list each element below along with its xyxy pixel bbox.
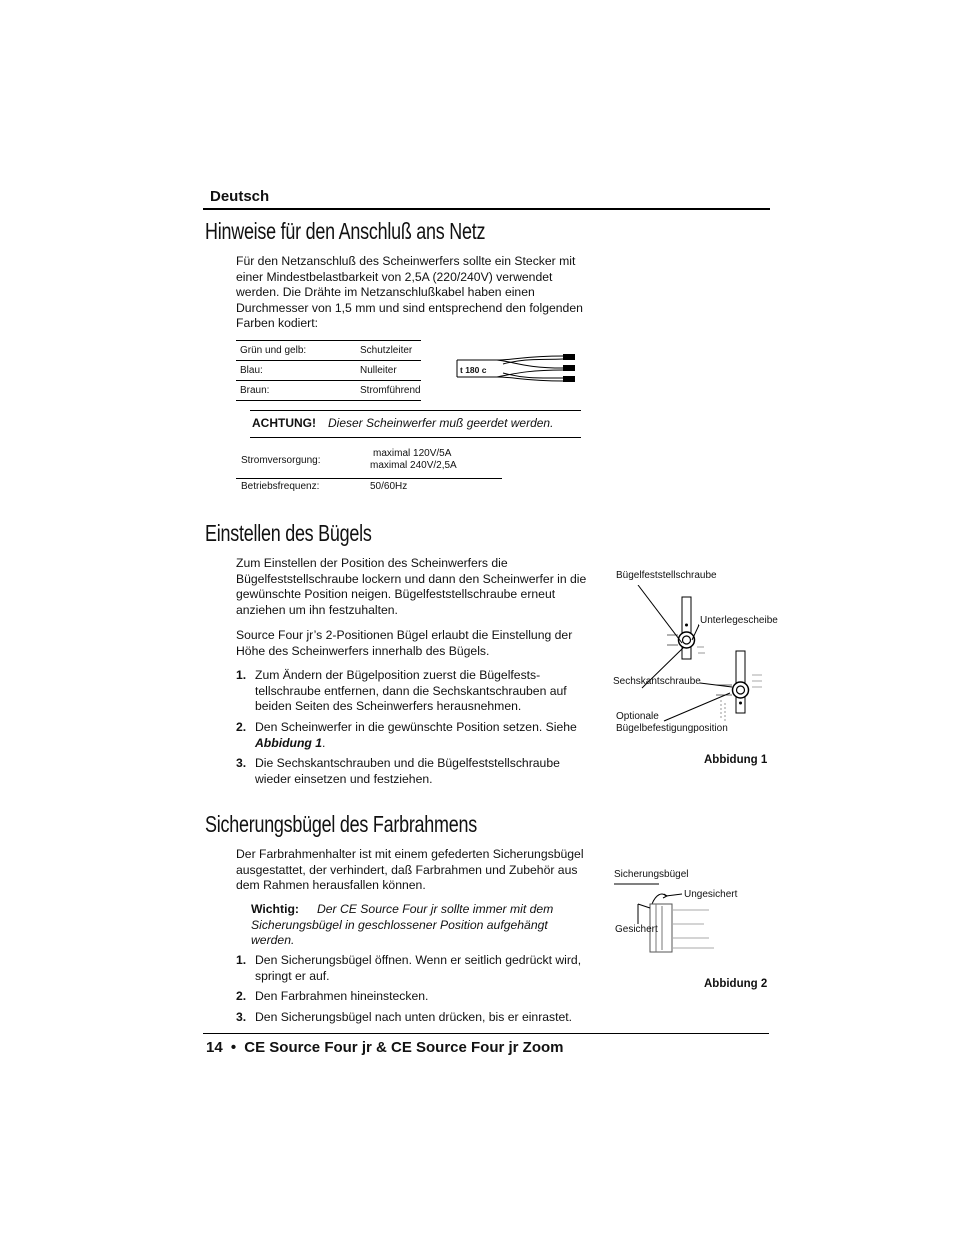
- product-title: CE Source Four jr & CE Source Four jr Zoom: [244, 1039, 564, 1056]
- list-item: [236, 720, 606, 752]
- frequency-label: Betriebsfrequenz:: [241, 481, 320, 492]
- text-line: Höhe des Scheinwerfers innerhalb des Bügels.: [236, 643, 490, 658]
- cable-label: t 180 c: [460, 365, 487, 375]
- text-line: Den Sicherungsbügel öffnen. Wenn er seitlich gedrückt wird,: [255, 953, 582, 967]
- text-line: Bügelfeststellschraube lockern und dann den Scheinwerfer in die: [236, 571, 587, 586]
- step-number: 1.: [236, 953, 247, 967]
- power-paragraph: [236, 254, 606, 332]
- power-value-240: maximal 240V/2,5A: [370, 460, 457, 471]
- frequency-value: 50/60Hz: [370, 481, 408, 492]
- step-number: 2.: [236, 720, 247, 734]
- yoke-paragraph-2: [236, 628, 606, 659]
- warning-label: ACHTUNG!: [252, 416, 316, 430]
- text-line: dem Rahmen herausfallen können.: [236, 878, 426, 893]
- text-line: Sicherungsbügel in geschlossener Position aufgehängt: [251, 917, 548, 932]
- text-line: Source Four jr’s 2-Positionen Bügel erlaubt die Einstellung der: [236, 628, 573, 642]
- table-row: [236, 381, 421, 401]
- text-line: Der CE Source Four jr sollte immer mit dem: [316, 902, 554, 916]
- label-yoke-lock-screw: Bügelfeststellschraube: [616, 570, 717, 581]
- step-number: 2.: [236, 989, 247, 1003]
- warning-text: Dieser Scheinwerfer muß geerdet werden.: [328, 416, 554, 430]
- language-header: Deutsch: [210, 188, 270, 205]
- section-title-power: Hinweise für den Anschluß ans Netz: [205, 218, 486, 244]
- text-line: ausgestattet, der verhindert, daß Farbrahmen und Zubehör aus: [236, 862, 578, 877]
- step-number: 3.: [236, 1010, 247, 1024]
- step-number: 3.: [236, 756, 247, 770]
- spec-divider: [236, 478, 502, 479]
- punctuation: .: [322, 735, 326, 750]
- text-line: wieder einsetzen und festziehen.: [255, 771, 433, 786]
- list-item: [236, 953, 606, 985]
- text-line: Den Scheinwerfer in die gewünschte Position setzen. Siehe: [255, 720, 577, 734]
- text-line: Den Sicherungsbügel nach unten drücken, bis er einrastet.: [255, 1010, 573, 1024]
- text-line: Für den Netzanschluß des Scheinwerfers sollte ein Stecker mit: [236, 254, 576, 268]
- text-line: Die Sechskantschrauben und die Bügelfeststellschraube: [255, 756, 560, 770]
- list-item: [236, 989, 606, 1005]
- figure-2-caption: Abbidung 2: [704, 978, 768, 990]
- footer-rule: [203, 1033, 769, 1034]
- text-line: Den Farbrahmen hineinstecken.: [255, 989, 429, 1003]
- wire-color: Blau:: [236, 361, 356, 381]
- list-item: [236, 668, 606, 716]
- label-unsecured: Ungesichert: [684, 889, 738, 900]
- text-line: Zum Ändern der Bügelposition zuerst die Bügelfests-: [255, 668, 541, 682]
- text-line: einer Mindestbelastbarkeit von 2,5A (220/240V) verwendet: [236, 269, 553, 284]
- label-hex-screw: Sechskantschraube: [613, 676, 701, 687]
- text-line: werden. Die Drähte im Netzanschlußkabel haben einen: [236, 285, 535, 300]
- yoke-paragraph-1: [236, 556, 606, 618]
- power-label: Stromversorgung:: [241, 455, 321, 466]
- text-line: Farben kodiert:: [236, 316, 318, 331]
- wire-function: Schutzleiter: [356, 341, 421, 361]
- note-label: Wichtig:: [251, 902, 299, 916]
- text-line: Zum Einstellen der Position des Scheinwerfers die: [236, 556, 508, 570]
- label-secured: Gesichert: [615, 924, 658, 935]
- text-line: Der Farbrahmenhalter ist mit einem gefederten Sicherungsbügel: [236, 847, 584, 861]
- wire-color-table: [236, 340, 421, 401]
- bullet-separator: •: [230, 1039, 237, 1056]
- step-number: 1.: [236, 668, 247, 682]
- power-value-120: maximal 120V/5A: [373, 448, 452, 459]
- warning-box: [250, 410, 581, 438]
- page-footer: [206, 1039, 564, 1056]
- label-safety-clip: Sicherungsbügel: [614, 869, 689, 880]
- wire-color: Braun:: [236, 381, 356, 401]
- text-line: springt er auf.: [255, 968, 330, 983]
- text-line: werden.: [251, 933, 295, 948]
- header-rule: [203, 208, 770, 210]
- figure-reference: Abbidung 1: [255, 735, 323, 750]
- wire-function: Nulleiter: [356, 361, 421, 381]
- list-item: [236, 756, 606, 788]
- wire-color: Grün und gelb:: [236, 341, 356, 361]
- label-yoke-mount-position: Bügelbefestigungposition: [616, 723, 728, 734]
- table-row: [236, 341, 421, 361]
- wire-function: Stromführend: [356, 381, 421, 401]
- section-title-safety-clip: Sicherungsbügel des Farbrahmens: [205, 811, 477, 837]
- figure-1-caption: Abbidung 1: [704, 754, 768, 766]
- label-washer: Unterlegescheibe: [700, 615, 778, 626]
- text-line: gewünschte Position neigen. Bügelfeststellschraube erneut: [236, 587, 556, 602]
- clip-paragraph: [236, 847, 606, 894]
- important-note: [251, 902, 611, 949]
- text-line: beiden Seiten des Scheinwerfers herausnehmen.: [255, 699, 522, 714]
- text-line: anziehen um ihn festzuhalten.: [236, 602, 398, 617]
- label-optional: Optionale: [616, 711, 659, 722]
- text-line: Durchmesser von 1,5 mm und sind entsprechend den folgenden: [236, 300, 583, 315]
- table-row: [236, 361, 421, 381]
- text-line: tellschraube entfernen, dann die Sechskantschrauben auf: [255, 683, 567, 698]
- section-title-yoke: Einstellen des Bügels: [205, 520, 372, 546]
- list-item: [236, 1010, 606, 1026]
- page-number: 14: [206, 1039, 223, 1056]
